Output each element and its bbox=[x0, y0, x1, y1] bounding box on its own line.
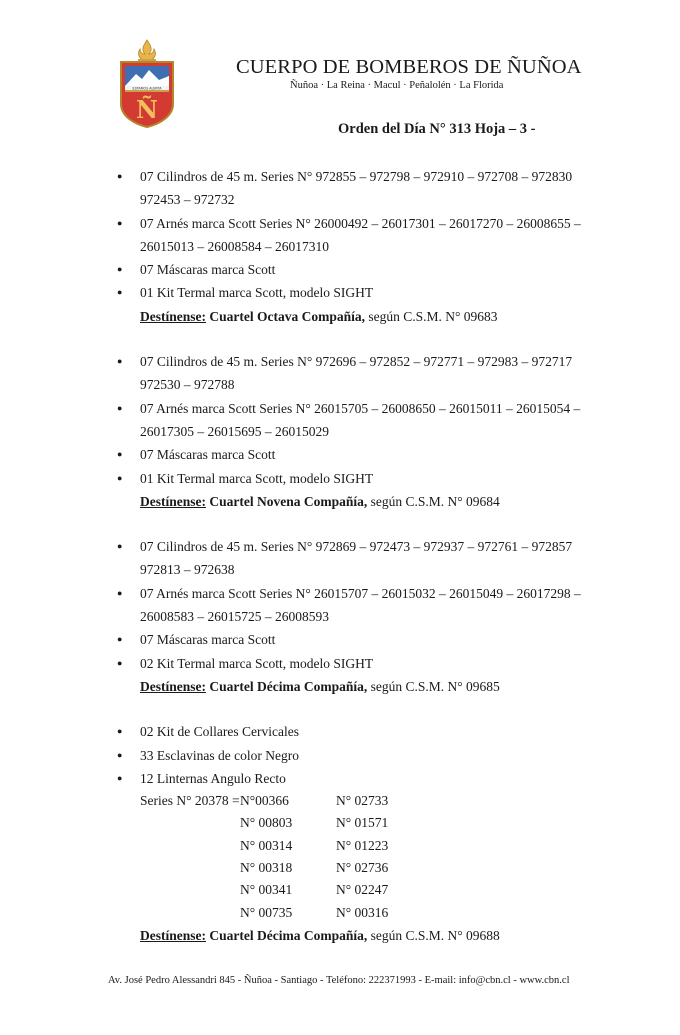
bullet-icon: ● bbox=[117, 356, 123, 367]
list-item bbox=[114, 628, 604, 651]
series-number: N° 02733 bbox=[336, 793, 389, 809]
organization-communes: Ñuñoa · La Reina · Macul · Peñalolén · La Florida bbox=[290, 80, 504, 91]
crest-flame-icon bbox=[138, 40, 156, 63]
series-label: Series N° 20378 = bbox=[140, 793, 240, 809]
destination-label: Destínense: bbox=[140, 927, 206, 943]
item-text: 12 Linternas Angulo Recto bbox=[140, 770, 286, 786]
fire-department-crest bbox=[118, 38, 176, 128]
series-number: N°00366 bbox=[240, 793, 289, 809]
bullet-icon: ● bbox=[117, 264, 123, 275]
table-row bbox=[140, 879, 388, 901]
assignment-group-novena bbox=[114, 350, 604, 513]
bullet-icon: ● bbox=[117, 587, 123, 598]
item-text: 07 Máscaras marca Scott bbox=[140, 447, 276, 463]
list-item bbox=[114, 652, 604, 675]
crest-motto: ESTAMOS ALERTA bbox=[132, 86, 162, 91]
item-text: 33 Esclavinas de color Negro bbox=[140, 747, 299, 763]
series-number: N° 01571 bbox=[336, 815, 389, 831]
destination-name: Cuartel Décima Compañía, bbox=[209, 678, 368, 694]
series-number: N° 00316 bbox=[336, 904, 389, 920]
destination-line bbox=[114, 924, 604, 947]
list-item bbox=[114, 744, 604, 767]
order-of-day-title: Orden del Día N° 313 Hoja – 3 - bbox=[338, 121, 536, 137]
destination-line bbox=[114, 305, 604, 328]
table-row bbox=[140, 857, 388, 879]
list-item bbox=[114, 535, 604, 582]
item-text: 07 Máscaras marca Scott bbox=[140, 632, 276, 648]
list-item bbox=[114, 720, 604, 743]
bullet-icon: ● bbox=[117, 217, 123, 228]
item-text: 07 Máscaras marca Scott bbox=[140, 262, 276, 278]
bullet-icon: ● bbox=[117, 402, 123, 413]
item-text: 01 Kit Termal marca Scott, modelo SIGHT bbox=[140, 285, 374, 301]
bullet-icon: ● bbox=[117, 472, 123, 483]
series-number: N° 02736 bbox=[336, 860, 389, 876]
series-number: N° 00341 bbox=[240, 882, 293, 898]
bullet-icon: ● bbox=[117, 541, 123, 552]
table-row bbox=[140, 902, 388, 924]
list-item bbox=[114, 212, 604, 259]
series-number: N° 00314 bbox=[240, 837, 293, 853]
series-label bbox=[140, 812, 240, 834]
destination-line bbox=[114, 675, 604, 698]
item-text: 07 Cilindros de 45 m. Series N° 972696 – 972852 – 972771 – 972983 – 972717 972530 – 972788 bbox=[140, 354, 573, 393]
list-item bbox=[114, 767, 604, 790]
table-row bbox=[140, 812, 388, 834]
list-item bbox=[114, 350, 604, 397]
bullet-icon: ● bbox=[117, 772, 123, 783]
bullet-icon: ● bbox=[117, 749, 123, 760]
destination-label: Destínense: bbox=[140, 308, 206, 324]
destination-reference: según C.S.M. N° 09685 bbox=[370, 678, 500, 694]
list-item bbox=[114, 443, 604, 466]
bullet-icon: ● bbox=[117, 287, 123, 298]
table-row bbox=[140, 790, 388, 812]
destination-reference: según C.S.M. N° 09688 bbox=[370, 927, 500, 943]
list-item bbox=[114, 165, 604, 212]
bullet-icon: ● bbox=[117, 726, 123, 737]
list-item bbox=[114, 582, 604, 629]
item-text: 01 Kit Termal marca Scott, modelo SIGHT bbox=[140, 470, 374, 486]
bullet-icon: ● bbox=[117, 171, 123, 181]
series-number: N° 00803 bbox=[240, 815, 293, 831]
series-label bbox=[140, 902, 240, 924]
destination-reference: según C.S.M. N° 09684 bbox=[370, 493, 500, 509]
item-text: 07 Arnés marca Scott Series N° 26000492 – 26017301 – 26017270 – 26008655 – 26015013 – 26008584 – 26017310 bbox=[140, 215, 581, 254]
flashlight-series-table bbox=[140, 790, 388, 924]
organization-name: CUERPO DE BOMBEROS DE ÑUÑOA bbox=[236, 56, 582, 78]
assignment-group-decima-equipment bbox=[114, 720, 604, 947]
list-item bbox=[114, 467, 604, 490]
series-label bbox=[140, 835, 240, 857]
series-number: N° 02247 bbox=[336, 882, 389, 898]
destination-label: Destínense: bbox=[140, 493, 206, 509]
series-number: N° 00318 bbox=[240, 860, 293, 876]
item-text: 07 Cilindros de 45 m. Series N° 972855 – 972798 – 972910 – 972708 – 972830 972453 – 972732 bbox=[140, 169, 573, 208]
series-label bbox=[140, 857, 240, 879]
series-label bbox=[140, 879, 240, 901]
list-item bbox=[114, 258, 604, 281]
item-text: 02 Kit de Collares Cervicales bbox=[140, 724, 299, 740]
table-row bbox=[140, 835, 388, 857]
item-text: 02 Kit Termal marca Scott, modelo SIGHT bbox=[140, 655, 374, 671]
order-content bbox=[114, 165, 604, 969]
destination-name: Cuartel Novena Compañía, bbox=[209, 493, 368, 509]
item-text: 07 Cilindros de 45 m. Series N° 972869 – 972473 – 972937 – 972761 – 972857 972813 – 972638 bbox=[140, 539, 573, 578]
assignment-group-octava bbox=[114, 165, 604, 328]
bullet-icon: ● bbox=[117, 657, 123, 668]
destination-name: Cuartel Décima Compañía, bbox=[209, 927, 368, 943]
page-footer: Av. José Pedro Alessandri 845 - Ñuñoa - Santiago - Teléfono: 222371993 - E-mail: info@cbn.cl - www.cbn.cl bbox=[108, 975, 570, 986]
series-number: N° 01223 bbox=[336, 837, 389, 853]
bullet-icon: ● bbox=[117, 449, 123, 460]
list-item bbox=[114, 397, 604, 444]
destination-line bbox=[114, 490, 604, 513]
item-text: 07 Arnés marca Scott Series N° 26015707 – 26015032 – 26015049 – 26017298 – 26008583 – 26015725 – 26008593 bbox=[140, 585, 581, 625]
bullet-icon: ● bbox=[117, 634, 123, 645]
assignment-group-decima bbox=[114, 535, 604, 698]
destination-reference: según C.S.M. N° 09683 bbox=[368, 308, 498, 324]
list-item bbox=[114, 281, 604, 304]
crest-letter: Ñ bbox=[136, 95, 158, 124]
series-number: N° 00735 bbox=[240, 904, 293, 920]
destination-name: Cuartel Octava Compañía, bbox=[209, 308, 365, 324]
item-text: 07 Arnés marca Scott Series N° 26015705 – 26008650 – 26015011 – 26015054 – 26017305 – 26015695 – 26015029 bbox=[140, 400, 581, 439]
destination-label: Destínense: bbox=[140, 678, 206, 694]
